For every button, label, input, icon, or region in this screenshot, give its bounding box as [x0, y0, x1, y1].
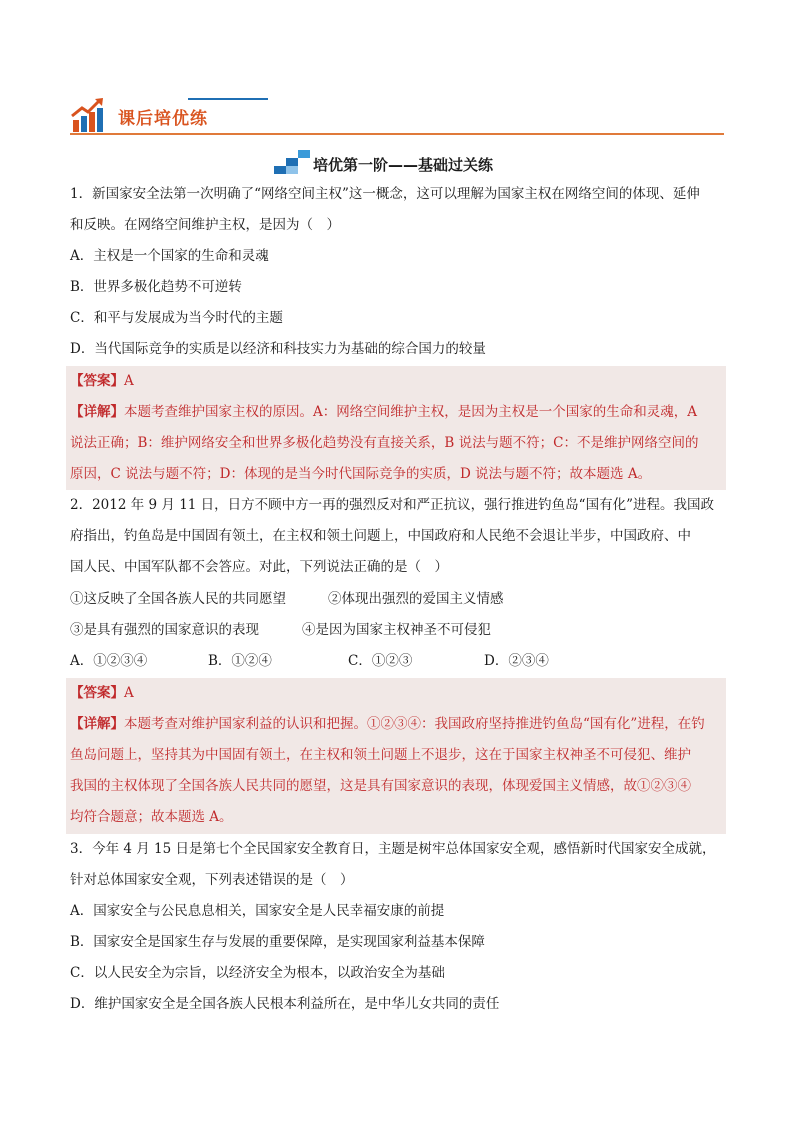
q2-statement-3: ③是具有强烈的国家意识的表现	[70, 622, 259, 638]
q2-options-row	[70, 651, 720, 671]
detail-label: 【详解】	[70, 404, 124, 420]
answer-label: 【答案】	[70, 685, 124, 701]
answer-label: 【答案】	[70, 373, 124, 389]
q2-statements-row-1	[70, 589, 720, 609]
q1-detail-line-3: 原因，C 说法与题不符；D：体现的是当今时代国际竞争的实质，D 说法与题不符；故本题选 A。	[70, 466, 652, 482]
q2-statements-row-2	[70, 620, 720, 640]
q1-option-a: A．主权是一个国家的生命和灵魂	[70, 248, 269, 264]
q2-option-a: A．①②③④	[70, 653, 148, 669]
q2-detail-line-2: 鱼岛问题上，坚持其为中国固有领土，在主权和领土问题上不退步，这在于国家主权神圣不可侵犯、维护	[70, 747, 691, 763]
growth-chart-icon	[70, 96, 108, 134]
q2-statement-2: ②体现出强烈的爱国主义情感	[328, 591, 504, 607]
q1-detail-line-2: 说法正确；B：维护网络安全和世界多极化趋势没有直接关系，B 说法与题不符；C：不是维护网络空间的	[70, 435, 699, 451]
q2-stem-line-3: 国人民、中国军队都不会答应。对此，下列说法正确的是（ ）	[70, 559, 448, 575]
q1-detail-line-1: 【详解】本题考查维护国家主权的原因。A：网络空间维护主权，是因为主权是一个国家的生命和灵魂，A	[70, 404, 697, 420]
header-accent-line	[188, 98, 268, 100]
q2-answer	[70, 683, 134, 703]
q1-option-c: C．和平与发展成为当今时代的主题	[70, 310, 283, 326]
q2-option-d: D．②③④	[484, 653, 549, 669]
q2-option-b: B．①②④	[208, 653, 272, 669]
q2-statement-4: ④是因为国家主权神圣不可侵犯	[302, 622, 491, 638]
q1-stem-line-2: 和反映。在网络空间维护主权，是因为（ ）	[70, 217, 340, 233]
section-title: 培优第一阶——基础过关练	[313, 156, 494, 174]
q3-option-a: A．国家安全与公民息息相关，国家安全是人民幸福安康的前提	[70, 903, 445, 919]
answer-value: A	[124, 685, 134, 701]
q2-stem-line-2: 府指出，钓鱼岛是中国固有领土，在主权和领土问题上，中国政府和人民绝不会退让半步，中国政府、中	[70, 528, 691, 544]
q3-stem-line-2: 针对总体国家安全观，下列表述错误的是（ ）	[70, 872, 354, 888]
q2-detail-line-1: 【详解】本题考查对维护国家利益的认识和把握。①②③④：我国政府坚持推进钓鱼岛“国有化”进程，在钓	[70, 716, 705, 732]
q2-detail-line-4: 均符合题意；故本题选 A。	[70, 809, 233, 825]
q3-stem-line-1: 3．今年 4 月 15 日是第七个全民国家安全教育日，主题是树牢总体国家安全观，感悟新时代国家安全成就，	[70, 841, 716, 857]
section-heading	[0, 146, 794, 178]
q2-option-c: C．①②③	[348, 653, 413, 669]
answer-value: A	[124, 373, 134, 389]
q3-option-c: C．以人民安全为宗旨，以经济安全为根本，以政治安全为基础	[70, 965, 445, 981]
q2-stem-line-1: 2．2012 年 9 月 11 日，日方不顾中方一再的强烈反对和严正抗议，强行推进钓鱼岛“国有化”进程。我国政	[70, 497, 714, 513]
q1-option-d: D．当代国际竞争的实质是以经济和科技实力为基础的综合国力的较量	[70, 341, 486, 357]
q1-answer	[70, 371, 134, 391]
q1-stem-line-1: 1．新国家安全法第一次明确了“网络空间主权”这一概念，这可以理解为国家主权在网络空间的体现、延伸	[70, 186, 700, 202]
stairs-icon	[274, 150, 310, 174]
detail-label: 【详解】	[70, 716, 124, 732]
q3-option-d: D．维护国家安全是全国各族人民根本利益所在，是中华儿女共同的责任	[70, 996, 500, 1012]
page-header	[70, 92, 724, 138]
q2-statement-1: ①这反映了全国各族人民的共同愿望	[70, 591, 286, 607]
header-divider	[70, 133, 724, 135]
q2-detail-line-3: 我国的主权体现了全国各族人民共同的愿望，这是具有国家意识的表现，体现爱国主义情感，故①②③④	[70, 778, 691, 794]
page-title: 课后培优练	[118, 109, 208, 129]
q1-option-b: B．世界多极化趋势不可逆转	[70, 279, 242, 295]
q3-option-b: B．国家安全是国家生存与发展的重要保障，是实现国家利益基本保障	[70, 934, 485, 950]
